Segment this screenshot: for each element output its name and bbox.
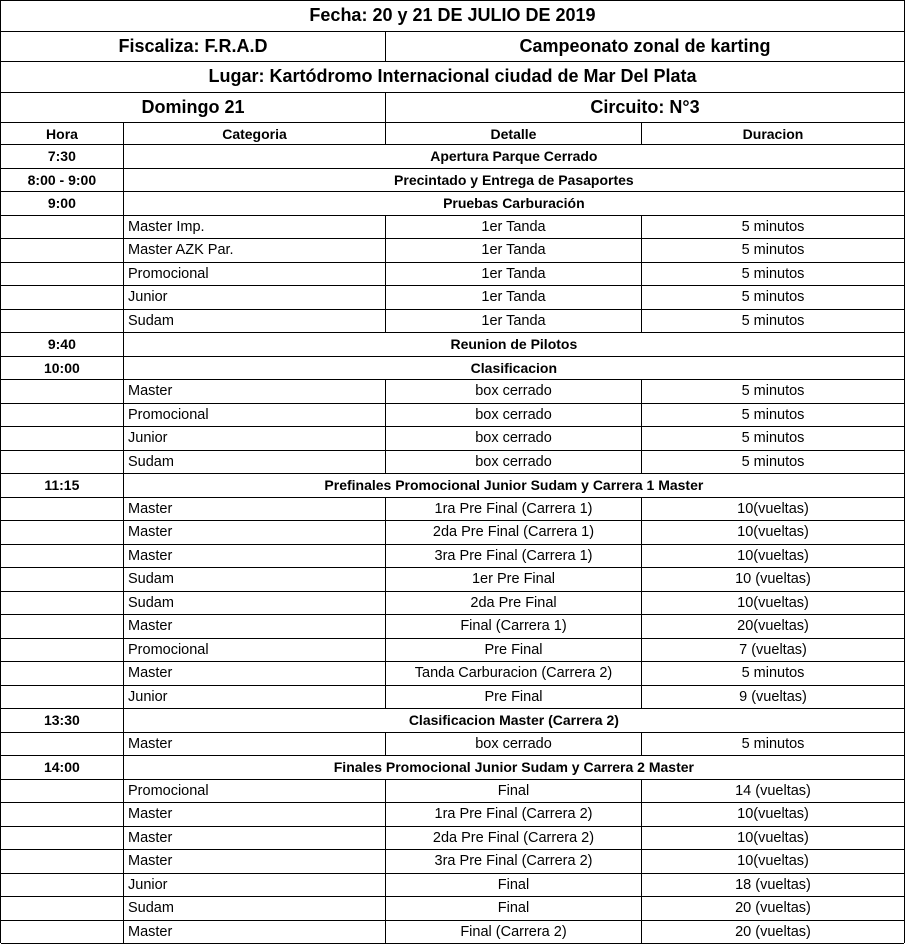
column-header-detalle: Detalle	[386, 123, 642, 144]
venue: Lugar: Kartódromo Internacional ciudad de Mar Del Plata	[1, 62, 904, 92]
duration-cell: 5 minutos	[642, 310, 904, 333]
section-row	[1, 192, 904, 216]
time-cell-empty	[1, 568, 124, 591]
detail-cell: 1er Tanda	[386, 286, 642, 309]
detail-cell: Final	[386, 874, 642, 897]
table-row	[1, 662, 904, 686]
duration-cell: 10(vueltas)	[642, 803, 904, 826]
column-header-categoria: Categoria	[124, 123, 386, 144]
column-header-hora: Hora	[1, 123, 124, 144]
time-cell-empty	[1, 427, 124, 450]
time-cell-empty	[1, 874, 124, 897]
category-cell: Master	[124, 733, 386, 756]
duration-cell: 5 minutos	[642, 733, 904, 756]
time-cell-empty	[1, 451, 124, 474]
category-cell: Sudam	[124, 310, 386, 333]
duration-cell: 10(vueltas)	[642, 827, 904, 850]
table-row	[1, 921, 904, 944]
time-cell-empty	[1, 310, 124, 333]
time-cell-empty	[1, 850, 124, 873]
detail-cell: 3ra Pre Final (Carrera 2)	[386, 850, 642, 873]
section-row	[1, 169, 904, 193]
time-cell-empty	[1, 286, 124, 309]
category-cell: Junior	[124, 286, 386, 309]
time-cell-empty	[1, 897, 124, 920]
category-cell: Junior	[124, 874, 386, 897]
time-cell: 9:40	[1, 333, 124, 356]
table-row	[1, 263, 904, 287]
supervisor: Fiscaliza: F.R.A.D	[1, 32, 386, 62]
time-cell-empty	[1, 803, 124, 826]
time-cell-empty	[1, 686, 124, 709]
section-title: Reunion de Pilotos	[124, 333, 904, 356]
table-row	[1, 427, 904, 451]
category-cell: Promocional	[124, 263, 386, 286]
column-headers	[1, 123, 904, 145]
time-cell-empty	[1, 921, 124, 944]
duration-cell: 10(vueltas)	[642, 850, 904, 873]
duration-cell: 20(vueltas)	[642, 615, 904, 638]
category-cell: Master	[124, 827, 386, 850]
category-cell: Master	[124, 521, 386, 544]
duration-cell: 10(vueltas)	[642, 498, 904, 521]
time-cell-empty	[1, 733, 124, 756]
section-row	[1, 709, 904, 733]
category-cell: Master	[124, 662, 386, 685]
duration-cell: 20 (vueltas)	[642, 897, 904, 920]
duration-cell: 5 minutos	[642, 263, 904, 286]
duration-cell: 9 (vueltas)	[642, 686, 904, 709]
table-row	[1, 803, 904, 827]
organizer-row	[1, 32, 904, 63]
time-cell: 11:15	[1, 474, 124, 497]
detail-cell: 1er Tanda	[386, 310, 642, 333]
category-cell: Sudam	[124, 568, 386, 591]
category-cell: Master	[124, 850, 386, 873]
table-row	[1, 521, 904, 545]
detail-cell: box cerrado	[386, 451, 642, 474]
time-cell-empty	[1, 545, 124, 568]
table-row	[1, 239, 904, 263]
duration-cell: 10(vueltas)	[642, 545, 904, 568]
table-row	[1, 615, 904, 639]
detail-cell: 2da Pre Final	[386, 592, 642, 615]
category-cell: Master	[124, 380, 386, 403]
detail-cell: 1er Tanda	[386, 216, 642, 239]
table-row	[1, 897, 904, 921]
category-cell: Master	[124, 615, 386, 638]
time-cell-empty	[1, 827, 124, 850]
detail-cell: box cerrado	[386, 380, 642, 403]
duration-cell: 5 minutos	[642, 286, 904, 309]
section-title: Prefinales Promocional Junior Sudam y Carrera 1 Master	[124, 474, 904, 497]
duration-cell: 7 (vueltas)	[642, 639, 904, 662]
detail-cell: Tanda Carburacion (Carrera 2)	[386, 662, 642, 685]
section-title: Finales Promocional Junior Sudam y Carrera 2 Master	[124, 756, 904, 779]
table-row	[1, 310, 904, 334]
section-title: Apertura Parque Cerrado	[124, 145, 904, 168]
table-row	[1, 451, 904, 475]
time-cell-empty	[1, 780, 124, 803]
detail-cell: Pre Final	[386, 686, 642, 709]
time-cell: 7:30	[1, 145, 124, 168]
table-row	[1, 827, 904, 851]
time-cell: 14:00	[1, 756, 124, 779]
category-cell: Master	[124, 498, 386, 521]
time-cell: 10:00	[1, 357, 124, 380]
table-row	[1, 639, 904, 663]
day-label: Domingo 21	[1, 93, 386, 123]
detail-cell: Final (Carrera 2)	[386, 921, 642, 944]
category-cell: Junior	[124, 686, 386, 709]
detail-cell: 2da Pre Final (Carrera 2)	[386, 827, 642, 850]
section-row	[1, 756, 904, 780]
circuit-label: Circuito: N°3	[386, 93, 904, 123]
detail-cell: box cerrado	[386, 427, 642, 450]
duration-cell: 5 minutos	[642, 239, 904, 262]
duration-cell: 18 (vueltas)	[642, 874, 904, 897]
detail-cell: box cerrado	[386, 404, 642, 427]
venue-row	[1, 62, 904, 93]
duration-cell: 20 (vueltas)	[642, 921, 904, 944]
time-cell-empty	[1, 662, 124, 685]
date-row	[1, 1, 904, 32]
category-cell: Sudam	[124, 897, 386, 920]
table-row	[1, 874, 904, 898]
detail-cell: Final (Carrera 1)	[386, 615, 642, 638]
column-header-duracion: Duracion	[642, 123, 904, 144]
duration-cell: 5 minutos	[642, 380, 904, 403]
detail-cell: 1ra Pre Final (Carrera 1)	[386, 498, 642, 521]
day-row	[1, 93, 904, 124]
section-title: Precintado y Entrega de Pasaportes	[124, 169, 904, 192]
category-cell: Master AZK Par.	[124, 239, 386, 262]
duration-cell: 10 (vueltas)	[642, 568, 904, 591]
table-row	[1, 380, 904, 404]
table-row	[1, 286, 904, 310]
time-cell-empty	[1, 216, 124, 239]
table-row	[1, 404, 904, 428]
table-row	[1, 545, 904, 569]
category-cell: Master	[124, 921, 386, 944]
category-cell: Master	[124, 803, 386, 826]
category-cell: Junior	[124, 427, 386, 450]
duration-cell: 5 minutos	[642, 216, 904, 239]
time-cell-empty	[1, 380, 124, 403]
detail-cell: Final	[386, 780, 642, 803]
table-row	[1, 568, 904, 592]
time-cell-empty	[1, 239, 124, 262]
time-cell: 9:00	[1, 192, 124, 215]
championship: Campeonato zonal de karting	[386, 32, 904, 62]
section-title: Pruebas Carburación	[124, 192, 904, 215]
category-cell: Sudam	[124, 451, 386, 474]
table-row	[1, 592, 904, 616]
duration-cell: 10(vueltas)	[642, 592, 904, 615]
category-cell: Master Imp.	[124, 216, 386, 239]
section-row	[1, 357, 904, 381]
detail-cell: 1er Tanda	[386, 239, 642, 262]
time-cell-empty	[1, 592, 124, 615]
table-row	[1, 780, 904, 804]
category-cell: Promocional	[124, 639, 386, 662]
duration-cell: 14 (vueltas)	[642, 780, 904, 803]
duration-cell: 10(vueltas)	[642, 521, 904, 544]
detail-cell: 1er Pre Final	[386, 568, 642, 591]
detail-cell: box cerrado	[386, 733, 642, 756]
time-cell: 8:00 - 9:00	[1, 169, 124, 192]
section-row	[1, 333, 904, 357]
detail-cell: 3ra Pre Final (Carrera 1)	[386, 545, 642, 568]
detail-cell: 1ra Pre Final (Carrera 2)	[386, 803, 642, 826]
detail-cell: Final	[386, 897, 642, 920]
category-cell: Master	[124, 545, 386, 568]
detail-cell: 1er Tanda	[386, 263, 642, 286]
time-cell-empty	[1, 521, 124, 544]
time-cell-empty	[1, 498, 124, 521]
detail-cell: Pre Final	[386, 639, 642, 662]
table-row	[1, 498, 904, 522]
time-cell-empty	[1, 639, 124, 662]
section-title: Clasificacion	[124, 357, 904, 380]
table-row	[1, 686, 904, 710]
table-row	[1, 216, 904, 240]
duration-cell: 5 minutos	[642, 662, 904, 685]
section-row	[1, 474, 904, 498]
section-title: Clasificacion Master (Carrera 2)	[124, 709, 904, 732]
time-cell: 13:30	[1, 709, 124, 732]
time-cell-empty	[1, 263, 124, 286]
table-row	[1, 733, 904, 757]
category-cell: Promocional	[124, 404, 386, 427]
table-row	[1, 850, 904, 874]
schedule-body	[1, 145, 904, 944]
section-row	[1, 145, 904, 169]
category-cell: Promocional	[124, 780, 386, 803]
duration-cell: 5 minutos	[642, 451, 904, 474]
detail-cell: 2da Pre Final (Carrera 1)	[386, 521, 642, 544]
time-cell-empty	[1, 404, 124, 427]
category-cell: Sudam	[124, 592, 386, 615]
duration-cell: 5 minutos	[642, 427, 904, 450]
time-cell-empty	[1, 615, 124, 638]
duration-cell: 5 minutos	[642, 404, 904, 427]
event-date: Fecha: 20 y 21 DE JULIO DE 2019	[1, 1, 904, 31]
